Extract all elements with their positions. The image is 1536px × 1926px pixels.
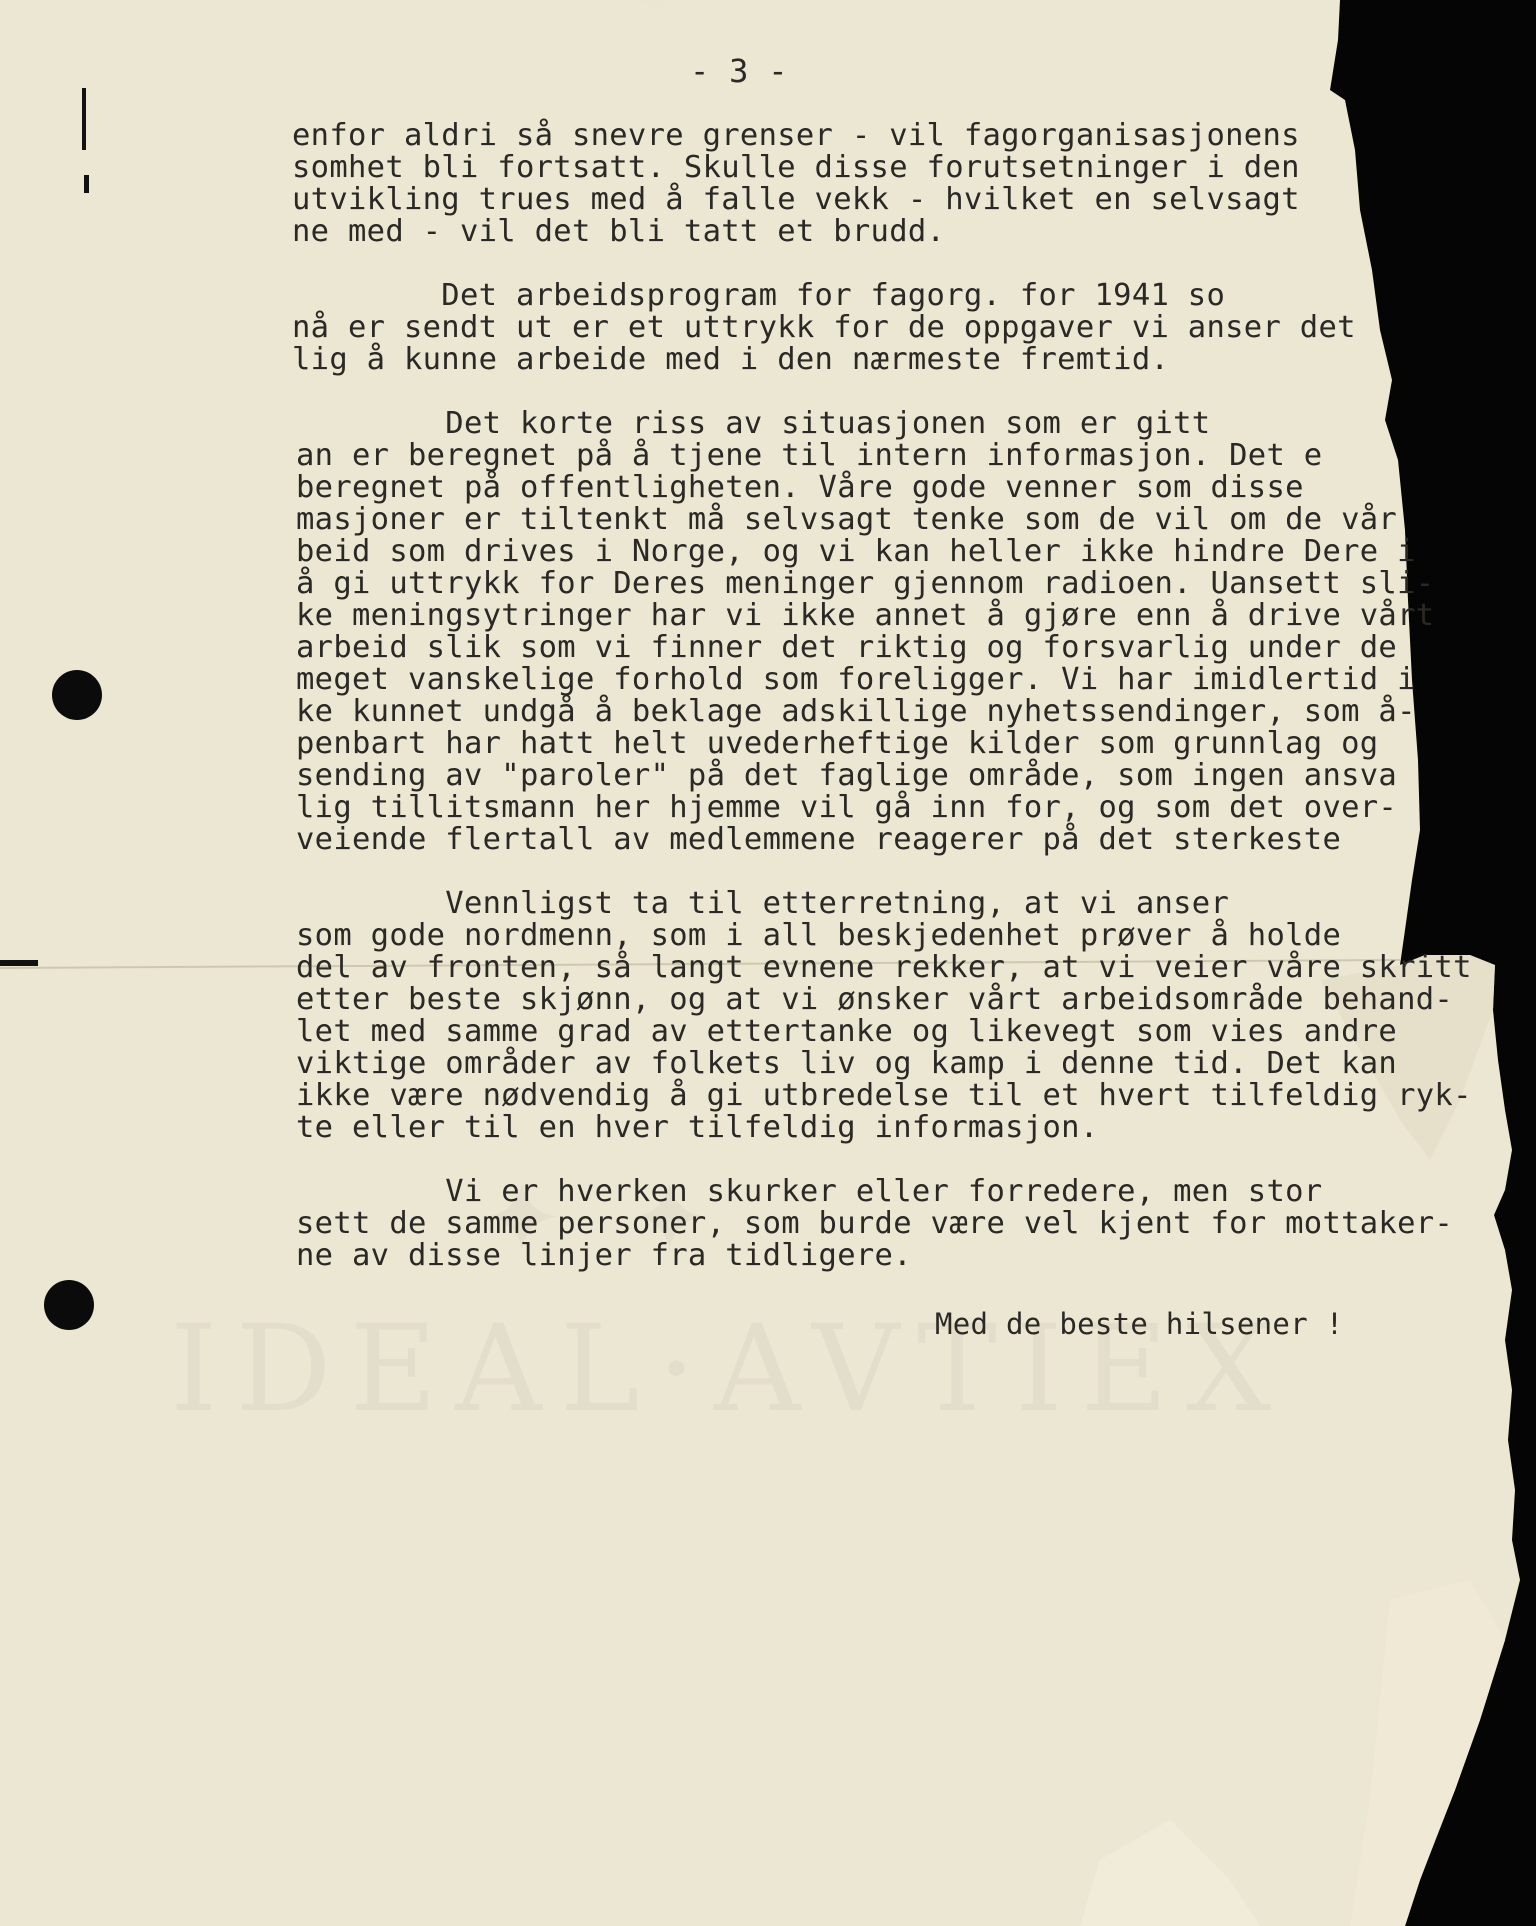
body-line: Det arbeidsprogram for fagorg. for 1941 so bbox=[292, 278, 1226, 313]
body-line: ke meningsytringer har vi ikke annet å gjøre enn å drive vårt bbox=[296, 598, 1435, 633]
body-line: utvikling trues med å falle vekk - hvilket en selvsagt bbox=[292, 182, 1300, 217]
body-line: arbeid slik som vi finner det riktig og forsvarlig under de bbox=[296, 630, 1398, 665]
body-line: meget vanskelige forhold som foreligger. Vi har imidlertid i bbox=[296, 662, 1416, 697]
margin-mark bbox=[82, 88, 86, 150]
body-line: somhet bli fortsatt. Skulle disse forutsetninger i den bbox=[292, 150, 1300, 185]
body-line: Det korte riss av situasjonen som er gitt bbox=[296, 406, 1211, 441]
body-line: etter beste skjønn, og at vi ønsker vårt arbeidsområde behand- bbox=[296, 982, 1454, 1017]
body-line: ikke være nødvendig å gi utbredelse til et hvert tilfeldig ryk- bbox=[296, 1078, 1472, 1113]
body-line: sett de samme personer, som burde være vel kjent for mottaker- bbox=[296, 1206, 1454, 1241]
body-line: ne av disse linjer fra tidligere. bbox=[296, 1238, 912, 1273]
body-line: å gi uttrykk for Deres meninger gjennom radioen. Uansett sli- bbox=[296, 566, 1435, 601]
body-line: ne med - vil det bli tatt et brudd. bbox=[292, 214, 946, 249]
body-line: nå er sendt ut er et uttrykk for de oppgaver vi anser det bbox=[292, 310, 1356, 345]
punch-hole-lower bbox=[44, 1280, 94, 1330]
body-line: an er beregnet på å tjene til intern informasjon. Det e bbox=[296, 438, 1323, 473]
body-line: som gode nordmenn, som i all beskjedenhet prøver å holde bbox=[296, 918, 1342, 953]
body-line: lig tillitsmann her hjemme vil gå inn for, og som det over- bbox=[296, 790, 1398, 825]
body-line: del av fronten, så langt evnene rekker, at vi veier våre skritt bbox=[296, 950, 1472, 985]
margin-mark bbox=[0, 960, 38, 966]
body-line: veiende flertall av medlemmene reagerer på det sterkeste bbox=[296, 822, 1342, 857]
body-line: ke kunnet undgå å beklage adskillige nyhetssendinger, som å- bbox=[296, 694, 1416, 729]
body-line: te eller til en hver tilfeldig informasjon. bbox=[296, 1110, 1099, 1145]
body-line: beid som drives i Norge, og vi kan heller ikke hindre Dere i bbox=[296, 534, 1416, 569]
closing-greeting: Med de beste hilsener ! bbox=[935, 1307, 1344, 1341]
page-number: - 3 - bbox=[690, 52, 788, 90]
body-line: Vennligst ta til etterretning, at vi anser bbox=[296, 886, 1230, 921]
body-line: penbart har hatt helt uvederheftige kilder som grunnlag og bbox=[296, 726, 1379, 761]
punch-hole-upper bbox=[52, 670, 102, 720]
body-line: sending av "paroler" på det faglige område, som ingen ansva bbox=[296, 758, 1398, 793]
body-line: viktige områder av folkets liv og kamp i denne tid. Det kan bbox=[296, 1046, 1398, 1081]
body-line: masjoner er tiltenkt må selvsagt tenke som de vil om de vår bbox=[296, 502, 1398, 537]
body-line: enfor aldri så snevre grenser - vil fagorganisasjonens bbox=[292, 118, 1300, 153]
body-line: lig å kunne arbeide med i den nærmeste fremtid. bbox=[292, 342, 1170, 377]
body-line: let med samme grad av ettertanke og likevegt som vies andre bbox=[296, 1014, 1398, 1049]
body-line: beregnet på offentligheten. Våre gode venner som disse bbox=[296, 470, 1304, 505]
margin-mark bbox=[84, 175, 89, 193]
body-line: Vi er hverken skurker eller forredere, men stor bbox=[296, 1174, 1323, 1209]
